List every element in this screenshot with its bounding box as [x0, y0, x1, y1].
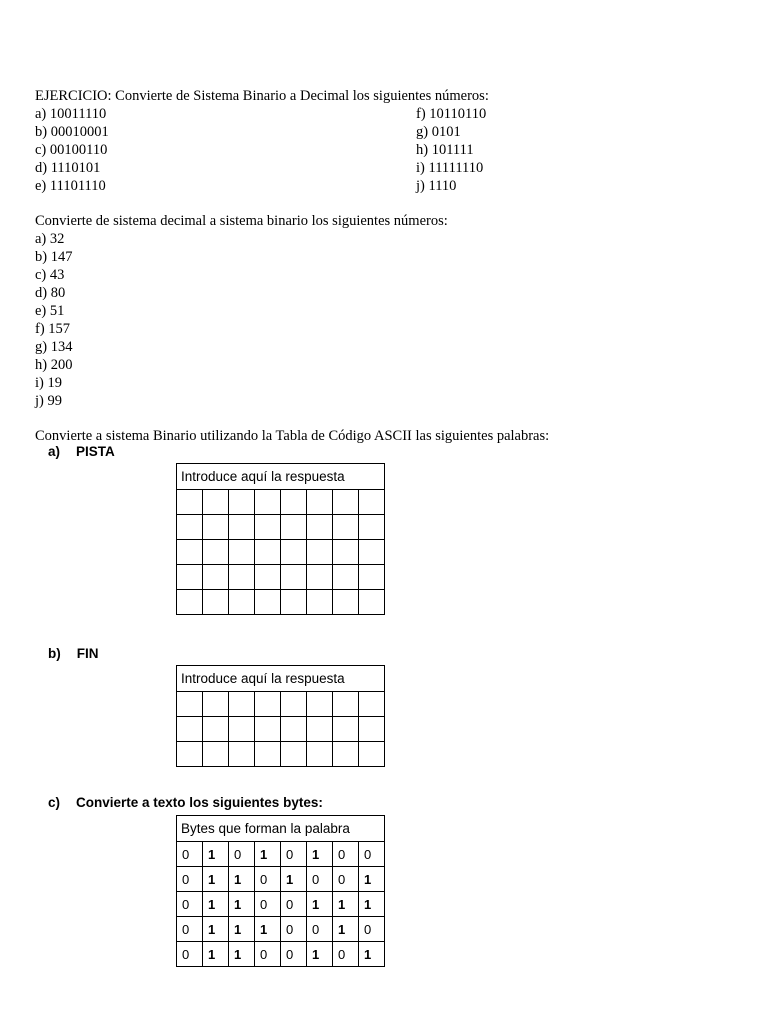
bit-cell: 1 — [203, 867, 229, 892]
answer-cell[interactable] — [281, 742, 307, 767]
answer-cell[interactable] — [255, 717, 281, 742]
answer-cell[interactable] — [203, 590, 229, 615]
answer-cell[interactable] — [307, 742, 333, 767]
bytes-label-c — [48, 795, 323, 810]
bit-cell: 0 — [359, 917, 385, 942]
list-item: f) 157 — [35, 321, 71, 337]
answer-cell[interactable] — [177, 540, 203, 565]
table-row — [177, 867, 385, 892]
bit-cell: 0 — [333, 942, 359, 967]
bit-cell: 0 — [281, 942, 307, 967]
answer-cell[interactable] — [307, 692, 333, 717]
answer-cell[interactable] — [255, 515, 281, 540]
bit-cell: 1 — [229, 867, 255, 892]
answer-cell[interactable] — [203, 742, 229, 767]
answer-table-pista — [176, 463, 385, 615]
answer-cell[interactable] — [333, 490, 359, 515]
decimal-list — [35, 230, 72, 410]
bit-cell: 1 — [255, 842, 281, 867]
answer-cell[interactable] — [333, 540, 359, 565]
bit-cell: 1 — [203, 942, 229, 967]
list-item: c) 43 — [35, 267, 65, 283]
word-label-a — [48, 444, 115, 459]
answer-cell[interactable] — [229, 590, 255, 615]
bit-cell: 0 — [177, 942, 203, 967]
answer-cell[interactable] — [229, 742, 255, 767]
bit-cell: 0 — [281, 917, 307, 942]
list-item: b) 00010001 — [35, 124, 109, 140]
bit-cell: 1 — [203, 842, 229, 867]
answer-cell[interactable] — [203, 692, 229, 717]
bit-cell: 0 — [255, 892, 281, 917]
list-item: e) 51 — [35, 303, 65, 319]
answer-cell[interactable] — [359, 742, 385, 767]
answer-cell[interactable] — [307, 565, 333, 590]
answer-cell[interactable] — [333, 515, 359, 540]
answer-cell[interactable] — [281, 540, 307, 565]
bit-cell: 0 — [307, 867, 333, 892]
decimal-section-title: Convierte de sistema decimal a sistema binario los siguientes números: — [35, 213, 448, 229]
bit-cell: 1 — [359, 892, 385, 917]
bit-cell: 1 — [359, 867, 385, 892]
answer-cell[interactable] — [281, 565, 307, 590]
answer-cell[interactable] — [177, 717, 203, 742]
table-header: Bytes que forman la palabra — [177, 816, 385, 842]
answer-cell[interactable] — [177, 565, 203, 590]
table-row — [177, 490, 385, 515]
bit-cell: 1 — [255, 917, 281, 942]
answer-cell[interactable] — [359, 692, 385, 717]
bit-cell: 1 — [307, 942, 333, 967]
word-letter: a) — [48, 444, 61, 459]
answer-cell[interactable] — [359, 565, 385, 590]
answer-cell[interactable] — [177, 490, 203, 515]
list-item: a) 32 — [35, 231, 65, 247]
answer-cell[interactable] — [281, 590, 307, 615]
bit-cell: 0 — [255, 942, 281, 967]
list-item: g) 134 — [35, 339, 73, 355]
bit-cell: 0 — [229, 842, 255, 867]
answer-cell[interactable] — [359, 590, 385, 615]
answer-cell[interactable] — [229, 515, 255, 540]
table-row — [177, 590, 385, 615]
table-row — [177, 717, 385, 742]
table-header: Introduce aquí la respuesta — [177, 666, 385, 692]
word-label-b — [48, 646, 99, 661]
answer-cell[interactable] — [281, 515, 307, 540]
answer-cell[interactable] — [307, 540, 333, 565]
list-item: c) 00100110 — [35, 142, 108, 158]
bit-cell: 1 — [307, 892, 333, 917]
answer-cell[interactable] — [333, 590, 359, 615]
bit-cell: 0 — [307, 917, 333, 942]
answer-cell[interactable] — [307, 590, 333, 615]
answer-cell[interactable] — [177, 515, 203, 540]
list-item: i) 11111110 — [416, 160, 484, 176]
answer-cell[interactable] — [333, 565, 359, 590]
answer-cell[interactable] — [281, 490, 307, 515]
table-row — [177, 565, 385, 590]
list-item: f) 10110110 — [416, 106, 487, 122]
bit-cell: 0 — [333, 842, 359, 867]
bit-cell: 0 — [281, 842, 307, 867]
answer-cell[interactable] — [229, 717, 255, 742]
word-letter: b) — [48, 646, 61, 661]
answer-cell[interactable] — [229, 692, 255, 717]
answer-cell[interactable] — [281, 692, 307, 717]
answer-cell[interactable] — [255, 590, 281, 615]
answer-cell[interactable] — [203, 717, 229, 742]
bit-cell: 0 — [177, 867, 203, 892]
answer-cell[interactable] — [359, 717, 385, 742]
bit-cell: 1 — [333, 917, 359, 942]
answer-cell[interactable] — [333, 717, 359, 742]
answer-cell[interactable] — [359, 490, 385, 515]
list-item: h) 101111 — [416, 142, 474, 158]
list-item: d) 1110101 — [35, 160, 101, 176]
bit-cell: 1 — [359, 942, 385, 967]
answer-cell[interactable] — [255, 692, 281, 717]
bit-cell: 1 — [281, 867, 307, 892]
answer-cell[interactable] — [255, 565, 281, 590]
answer-cell[interactable] — [359, 515, 385, 540]
answer-cell[interactable] — [177, 590, 203, 615]
list-item: i) 19 — [35, 375, 62, 391]
answer-cell[interactable] — [203, 540, 229, 565]
table-row — [177, 917, 385, 942]
table-row — [177, 842, 385, 867]
answer-cell[interactable] — [307, 490, 333, 515]
table-row — [177, 515, 385, 540]
answer-cell[interactable] — [229, 540, 255, 565]
bit-cell: 0 — [177, 892, 203, 917]
list-item: d) 80 — [35, 285, 66, 301]
list-item: h) 200 — [35, 357, 73, 373]
table-row — [177, 540, 385, 565]
bit-cell: 1 — [307, 842, 333, 867]
table-row — [177, 692, 385, 717]
answer-cell[interactable] — [255, 490, 281, 515]
list-item: j) 1110 — [416, 178, 457, 194]
bit-cell: 1 — [229, 917, 255, 942]
list-item: g) 0101 — [416, 124, 461, 140]
binary-list-right — [416, 105, 486, 195]
answer-cell[interactable] — [255, 540, 281, 565]
bit-cell: 1 — [333, 892, 359, 917]
bit-cell: 1 — [203, 892, 229, 917]
bit-cell: 0 — [281, 892, 307, 917]
table-row — [177, 942, 385, 967]
bit-cell: 1 — [229, 892, 255, 917]
answer-cell[interactable] — [177, 692, 203, 717]
bit-cell: 1 — [229, 942, 255, 967]
exercise-title: EJERCICIO: Convierte de Sistema Binario a Decimal los siguientes números: — [35, 88, 489, 104]
answer-cell[interactable] — [359, 540, 385, 565]
bit-cell: 0 — [177, 842, 203, 867]
bytes-instruction: Convierte a texto los siguientes bytes: — [76, 795, 323, 810]
bit-cell: 1 — [203, 917, 229, 942]
list-item: a) 10011110 — [35, 106, 107, 122]
list-item: e) 11101110 — [35, 178, 106, 194]
answer-cell[interactable] — [229, 565, 255, 590]
answer-cell[interactable] — [307, 515, 333, 540]
word-text: FIN — [76, 646, 99, 661]
bit-cell: 0 — [359, 842, 385, 867]
word-text: PISTA — [76, 444, 115, 459]
bytes-table — [176, 815, 385, 967]
answer-cell[interactable] — [281, 717, 307, 742]
answer-cell[interactable] — [307, 717, 333, 742]
answer-cell[interactable] — [203, 490, 229, 515]
answer-cell[interactable] — [333, 742, 359, 767]
answer-cell[interactable] — [177, 742, 203, 767]
table-row — [177, 742, 385, 767]
answer-cell[interactable] — [203, 565, 229, 590]
list-item: b) 147 — [35, 249, 73, 265]
answer-cell[interactable] — [333, 692, 359, 717]
word-letter: c) — [48, 795, 61, 810]
table-row — [177, 892, 385, 917]
answer-cell[interactable] — [255, 742, 281, 767]
answer-cell[interactable] — [203, 515, 229, 540]
binary-list-left — [35, 105, 109, 195]
bit-cell: 0 — [333, 867, 359, 892]
bit-cell: 0 — [255, 867, 281, 892]
answer-table-fin — [176, 665, 385, 767]
answer-cell[interactable] — [229, 490, 255, 515]
ascii-section-title: Convierte a sistema Binario utilizando la Tabla de Código ASCII las siguientes palabras: — [35, 428, 550, 444]
list-item: j) 99 — [35, 393, 62, 409]
table-header: Introduce aquí la respuesta — [177, 464, 385, 490]
bit-cell: 0 — [177, 917, 203, 942]
